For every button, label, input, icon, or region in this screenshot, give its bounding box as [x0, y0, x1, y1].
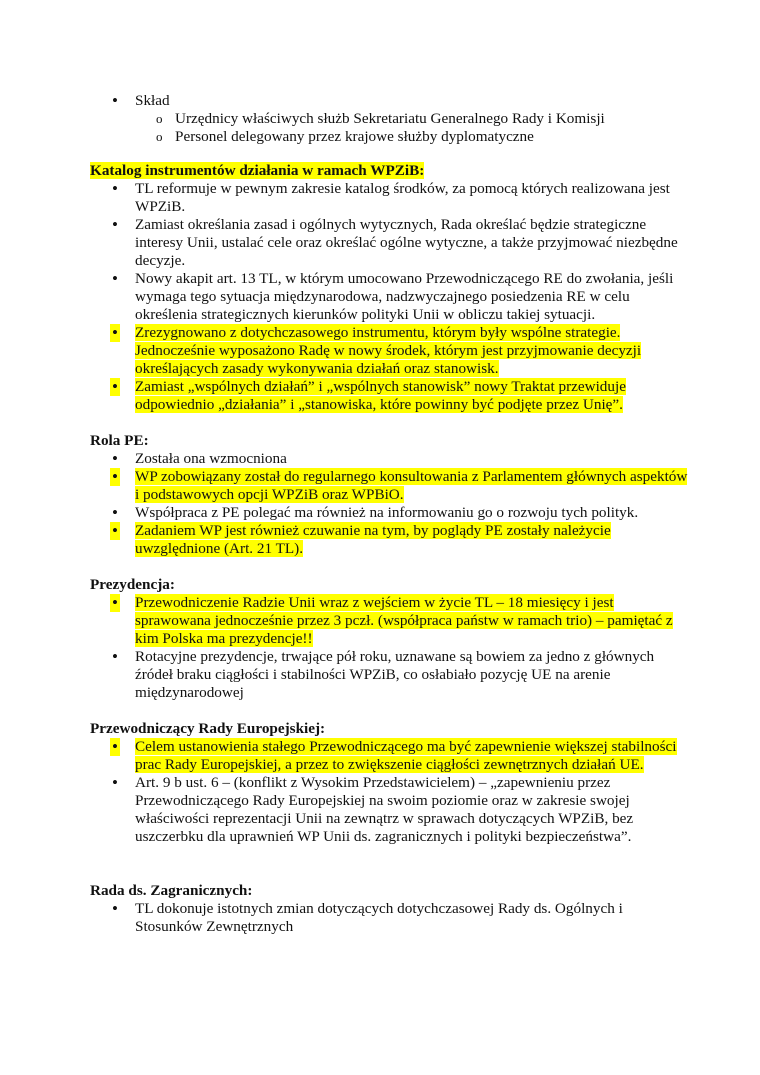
sub-list	[90, 110, 690, 146]
sub-list-item	[90, 110, 690, 128]
list-item	[90, 648, 690, 702]
heading-text: Katalog instrumentów działania w ramach WPZiB:	[90, 162, 425, 179]
list-item-text: Rotacyjne prezydencje, trwające pół roku, uznawane są bowiem za jedno z głównych źródeł braku ciągłości i stabilności WPZiB, co osłabiało pozycję UE na arenie międzynarodowej	[135, 648, 655, 701]
section-katalog	[90, 162, 690, 414]
list-item-text: Art. 9 b ust. 6 – (konflikt z Wysokim Przedstawicielem) – „zapewnieniu przez Przewodniczącego Rady Europejskiej na swoim poziomie oraz w zakresie swojej właściwości reprezentacji Unii na zewnątrz w sprawach dotyczących WPZiB, bez uszczerbku dla uprawnień WP Unii ds. zagranicznych i polityki bezpieczeństwa”.	[135, 774, 634, 845]
list-item-highlighted	[90, 594, 690, 648]
list-item-text: Celem ustanowienia stałego Przewodniczącego ma być zapewnienie większej stabilności prac Rady Europejskiej, a przez to zwiększenie ciągłości zewnętrznych działań UE.	[135, 738, 677, 773]
list-item	[90, 774, 690, 846]
sub-list-item-text: Personel delegowany przez krajowe służby dyplomatyczne	[175, 128, 534, 145]
bullet-list	[90, 92, 690, 146]
list-item-text: Zamiast określania zasad i ogólnych wytycznych, Rada określać będzie strategiczne interesy Unii, ustalać cele oraz określać ogólne wytyczne, a także przyjmować niezbędne decyzje.	[135, 216, 678, 269]
list-item-text: Zrezygnowano z dotychczasowego instrumentu, którym były wspólne strategie. Jednocześnie wyposażono Radę w nowy środek, którym jest przyjmowanie decyzji określających zasady wykonywania działań oraz stanowisk.	[135, 324, 642, 377]
section-heading: Rada ds. Zagranicznych:	[90, 882, 253, 899]
list-item	[90, 270, 690, 324]
list-item	[90, 180, 690, 216]
sub-list-item	[90, 128, 690, 146]
list-item	[90, 450, 690, 468]
list-item-highlighted	[90, 468, 690, 504]
section-prezydencja	[90, 576, 690, 702]
bullet-list	[90, 450, 690, 558]
section-heading: Rola PE:	[90, 432, 149, 449]
section-heading: Przewodniczący Rady Europejskiej:	[90, 720, 326, 737]
section-heading: Prezydencja:	[90, 576, 175, 593]
list-item-text: Zadaniem WP jest również czuwanie na tym, by poglądy PE zostały należycie uwzględnione (Art. 21 TL).	[135, 522, 611, 557]
list-item-text: TL dokonuje istotnych zmian dotyczących dotychczasowej Rady ds. Ogólnych i Stosunków Zewnętrznych	[135, 900, 623, 935]
list-item	[90, 504, 690, 522]
list-item	[90, 216, 690, 270]
list-item-highlighted	[90, 522, 690, 558]
list-item-text: TL reformuje w pewnym zakresie katalog środków, za pomocą których realizowana jest WPZiB.	[135, 180, 670, 215]
list-item	[90, 92, 690, 146]
list-item-highlighted	[90, 324, 690, 378]
list-item	[90, 900, 690, 936]
list-item-text: Zamiast „wspólnych działań” i „wspólnych stanowisk” nowy Traktat przewiduje odpowiednio „działania” i „stanowiska, które powinny być podjęte przez Unię”.	[135, 378, 626, 413]
list-item-text: Skład	[135, 92, 170, 109]
section-rola-pe	[90, 432, 690, 558]
list-item-text: Współpraca z PE polegać ma również na informowaniu go o rozwoju tych polityk.	[135, 504, 639, 521]
bullet-list	[90, 594, 690, 702]
list-item-highlighted	[90, 738, 690, 774]
list-item-text: Nowy akapit art. 13 TL, w którym umocowano Przewodniczącego RE do zwołania, jeśli wymaga tego sytuacja międzynarodowa, nadzwyczajnego posiedzenia RE w celu określenia strategicznych kierunków polityki Unii w obliczu takiej sytuacji.	[135, 270, 674, 323]
bullet-list	[90, 738, 690, 846]
section-przewodniczacy	[90, 720, 690, 846]
list-item-text: Przewodniczenie Radzie Unii wraz z wejściem w życie TL – 18 miesięcy i jest sprawowana jednocześnie przez 3 pczł. (współpraca państw w ramach trio) – pamiętać z kim Polska ma prezydencje!!	[135, 594, 673, 647]
sub-list-item-text: Urzędnicy właściwych służb Sekretariatu Generalnego Rady i Komisji	[175, 110, 605, 127]
section-heading	[90, 162, 690, 180]
list-item-highlighted	[90, 378, 690, 414]
list-item-text: WP zobowiązany został do regularnego konsultowania z Parlamentem głównych aspektów i podstawowych opcji WPZiB oraz WPBiO.	[135, 468, 688, 503]
section-rada-zagranicznych	[90, 882, 690, 936]
bullet-list	[90, 900, 690, 936]
list-item-text: Została ona wzmocniona	[135, 450, 287, 467]
bullet-list	[90, 180, 690, 414]
section-sklad	[90, 92, 690, 146]
